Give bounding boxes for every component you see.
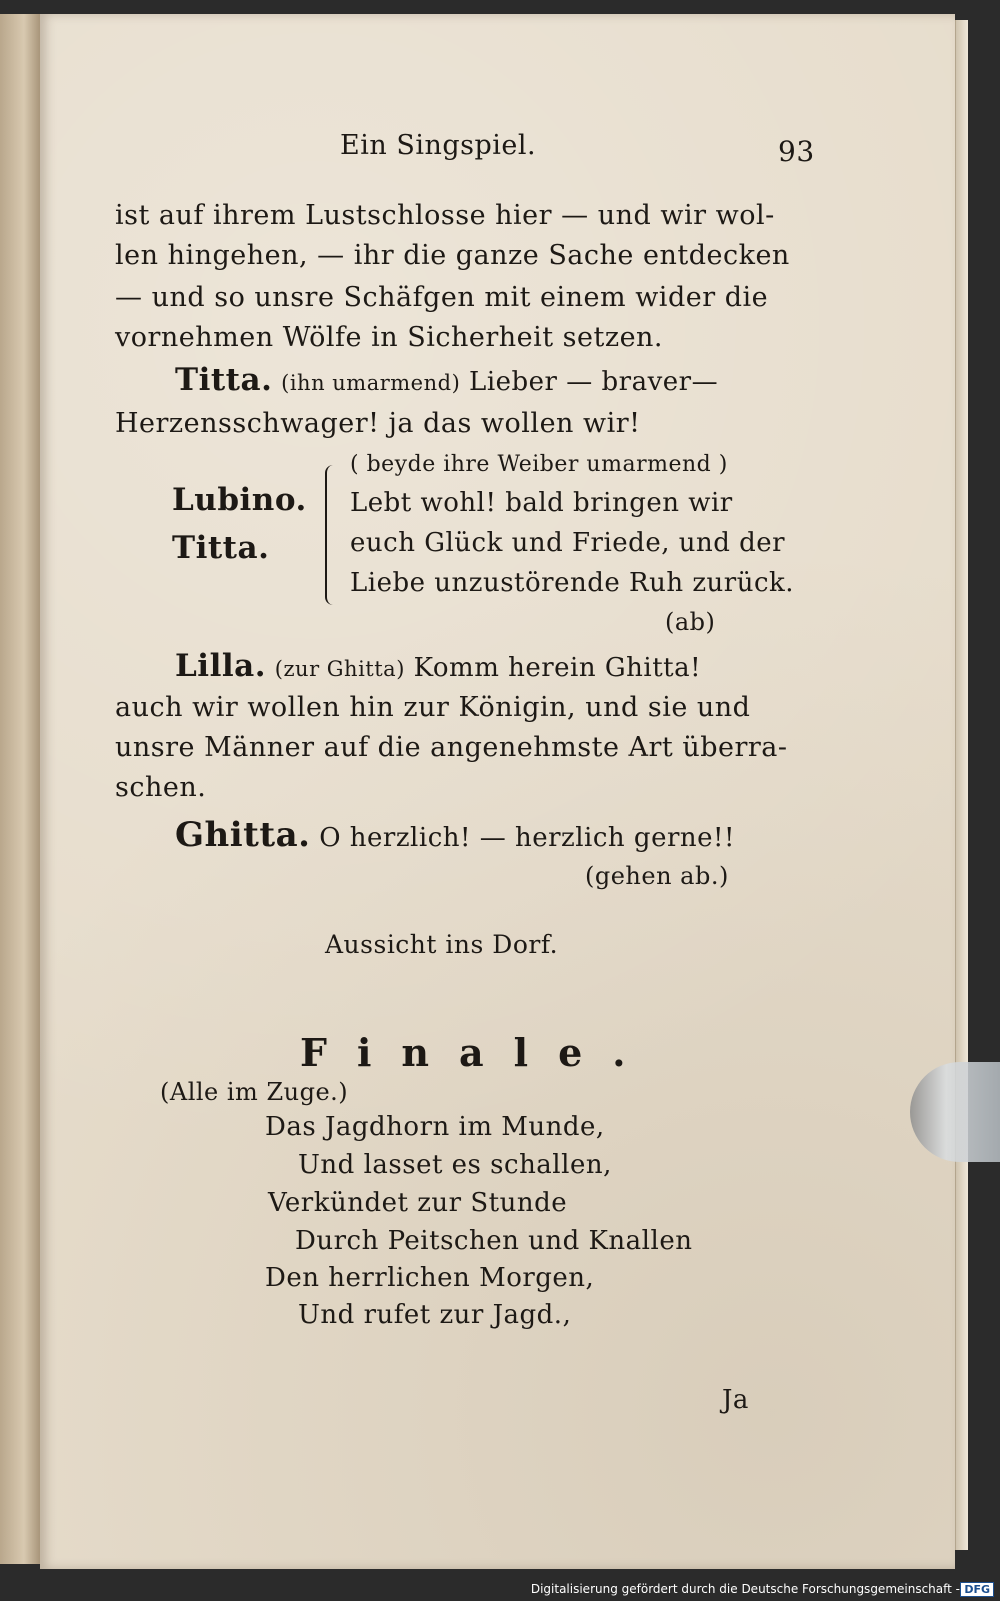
left-page-edge [0,14,42,1564]
lilla-line [175,648,701,684]
speech-text: Lieber — braver— [469,367,719,397]
stage-direction: (Alle im Zuge.) [160,1078,349,1106]
verse-line: Durch Peitschen und Knallen [295,1226,693,1256]
speaker-name: Lubino. [172,482,307,518]
verse-line: Den herrlichen Morgen, [265,1263,595,1293]
verse-line: Verkündet zur Stunde [268,1188,568,1218]
speaker-name: Ghitta. [175,815,311,855]
stage-direction: (gehen ab.) [585,862,729,890]
speech-text: Liebe unzustörende Ruh zurück. [350,568,795,598]
stage-direction: (ihn umarmend) [281,371,461,395]
text-line: ist auf ihrem Lustschlosse hier — und wir wol- [115,200,775,231]
verse-line: Und rufet zur Jagd., [298,1300,572,1330]
ghitta-line [175,815,735,855]
page-number: 93 [778,135,815,168]
text-line: auch wir wollen hin zur Königin, und sie und [115,692,751,723]
speaker-name: Titta. [175,362,273,398]
stage-direction: ( beyde ihre Weiber umarmend ) [350,452,728,477]
text-line: Herzensschwager! ja das wollen wir! [115,408,641,439]
text-line: unsre Männer auf die angenehmste Art überra- [115,732,788,763]
text-line: vornehmen Wölfe in Sicherheit setzen. [115,322,664,353]
speech-text: Lebt wohl! bald bringen wir [350,488,733,518]
speaker-name: Titta. [172,530,270,566]
page-clip [910,1062,1000,1162]
digitization-credit: Digitalisierung gefördert durch die Deutsche Forschungsgemeinschaft - [530,1582,960,1596]
verse-line: Das Jagdhorn im Munde, [265,1112,605,1142]
running-header: Ein Singspiel. [340,130,537,161]
stage-direction: (zur Ghitta) [274,657,405,681]
speaker-name: Lilla. [175,648,267,684]
titta-line [175,362,718,398]
speech-text: Komm herein Ghitta! [413,653,702,683]
speech-text: O herzlich! — herzlich gerne!! [319,823,735,853]
text-line: — und so unsre Schäfgen mit einem wider die [115,282,769,313]
verse-line: Und lasset es schallen, [298,1150,612,1180]
speech-text: euch Glück und Friede, und der [350,528,786,558]
finale-heading: Finale. [300,1030,656,1075]
text-line: schen. [115,772,207,803]
catchword: Ja [722,1385,749,1415]
page-edge-right [955,20,968,1550]
speaker-brace [325,465,341,605]
stage-direction: (ab) [665,608,716,636]
text-line: len hingehen, — ihr die ganze Sache entdecken [115,240,790,271]
scene-heading: Aussicht ins Dorf. [325,930,559,959]
dfg-logo: DFG [960,1582,994,1597]
